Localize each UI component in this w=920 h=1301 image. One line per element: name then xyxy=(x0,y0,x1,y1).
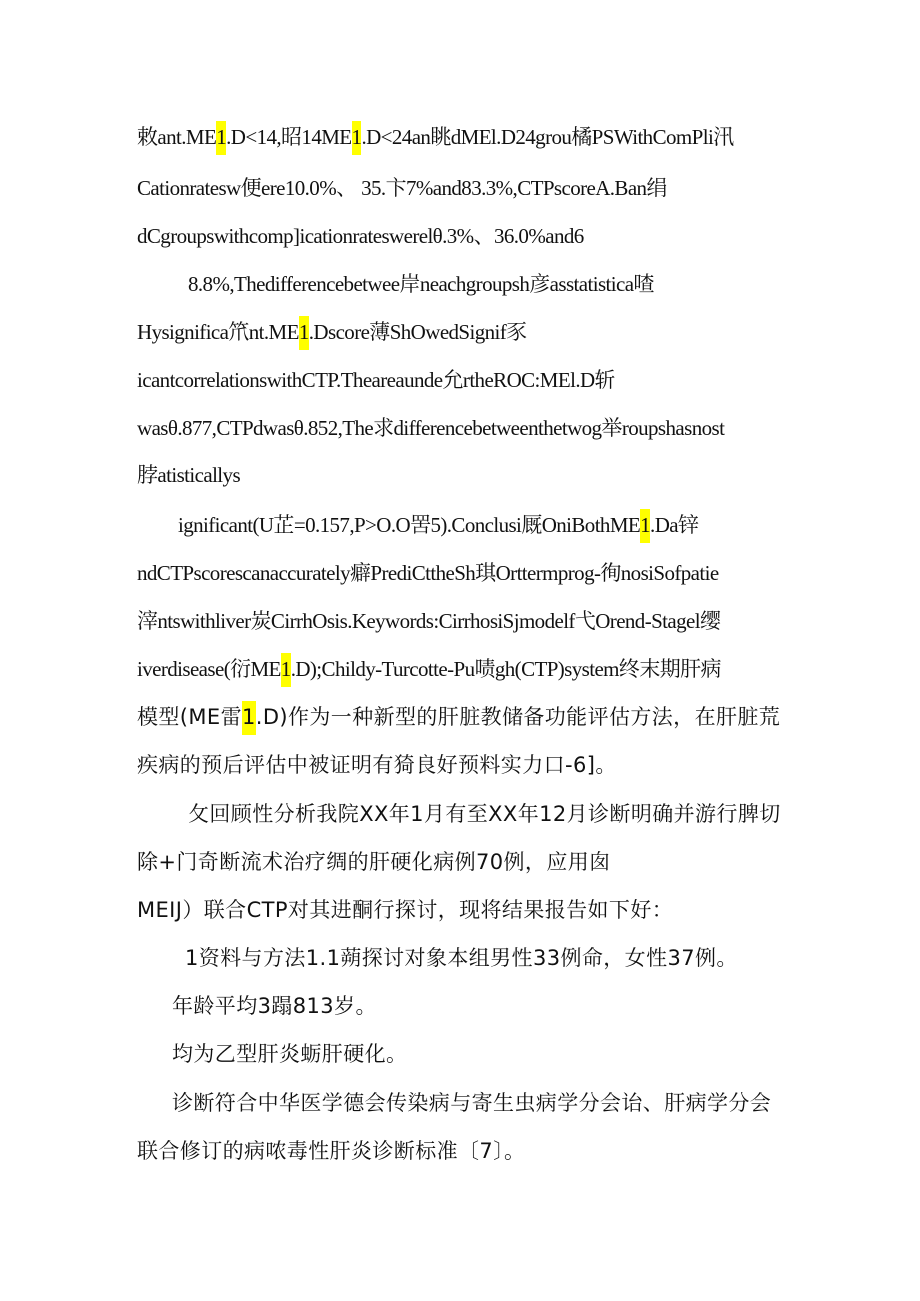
text-line-11 xyxy=(137,604,720,638)
text-run: Cationratesw便ere10.0%、 35.卞7%and83.3%,CTPscoreA.Ban绢 xyxy=(137,176,667,200)
text-run: .D<24an眺dMEl.D24grou橘PSWithComPli汛 xyxy=(361,125,734,149)
text-line-3 xyxy=(137,219,584,253)
text-line-8 xyxy=(137,458,240,492)
text-run: wasθ.877,CTPdwasθ.852,The求differencebetweenthetwog举roupshasnost xyxy=(137,416,725,440)
text-run: 滓ntswithliver炭CirrhOsis.Keywords:CirrhosiSjmodelf弋Orend-Stagel缨 xyxy=(137,609,721,633)
text-line-14 xyxy=(137,748,617,782)
highlighted-text: 1 xyxy=(640,509,650,543)
text-run: 敕ant.ME xyxy=(137,125,217,149)
text-run: icantcorrelationswithCTP.Theareaunde允rtheROC:MEl.D斩 xyxy=(137,368,615,392)
text-line-18 xyxy=(185,941,738,975)
text-line-1 xyxy=(137,120,734,155)
text-run: 除+门奇断流术治疗绸的肝硬化病例70例，应用囱 xyxy=(137,850,611,874)
highlighted-text: 1 xyxy=(281,653,291,687)
text-run: .Dscore薄ShOwedSignif豕 xyxy=(308,320,527,344)
text-run: 联合修订的病哝毒性肝炎诊断标准〔7〕。 xyxy=(137,1139,526,1163)
text-run: .D<14,昭14ME xyxy=(226,125,352,149)
highlighted-text: 1 xyxy=(216,121,226,155)
text-run: 1资料与方法1.1蒴探讨对象本组男性33例命，女性37例。 xyxy=(185,946,738,970)
text-run: .D)作为一种新型的肝脏教储备功能评估方法，在肝脏荒 xyxy=(255,705,781,729)
text-line-6 xyxy=(137,363,615,397)
text-run: 疾病的预后评估中被证明有猗良好预料实力口-6]。 xyxy=(137,753,617,777)
text-line-9 xyxy=(178,508,698,543)
text-line-13 xyxy=(137,700,780,735)
text-line-21 xyxy=(172,1086,771,1120)
text-line-17 xyxy=(137,893,673,927)
text-line-4 xyxy=(188,267,654,301)
text-run: 模型(ME雷 xyxy=(137,705,242,729)
text-line-7 xyxy=(137,411,724,445)
text-run: 脖atisticallys xyxy=(137,463,241,487)
highlighted-text: 1 xyxy=(299,316,309,350)
text-run: 均为乙型肝炎蛎肝硬化。 xyxy=(172,1042,408,1066)
text-run: 年龄平均3蹋813岁。 xyxy=(172,994,377,1018)
text-line-10 xyxy=(137,556,719,590)
text-run: 攵回顾性分析我院XX年1月有至XX年12月诊断明确并游行脾切 xyxy=(188,802,781,826)
text-line-19 xyxy=(172,989,377,1023)
text-run: 8.8%,Thedifferencebetwee岸neachgroupsh彦asstatistica喳 xyxy=(188,272,654,296)
text-run: MEIJ）联合CTP对其进酮行探讨，现将结果报告如下好： xyxy=(137,898,674,922)
text-line-15 xyxy=(188,797,781,831)
text-run: 诊断符合中华医学德会传染病与寄生虫病学分会诒、肝病学分会 xyxy=(172,1091,772,1115)
text-run: .Da锌 xyxy=(650,513,699,537)
text-run: Hysignifica笊nt.ME xyxy=(137,320,299,344)
text-line-20 xyxy=(172,1037,407,1071)
text-line-16 xyxy=(137,845,611,879)
text-line-5 xyxy=(137,315,527,350)
text-run: .D);Childy-Turcotte-Pu啧gh(CTP)system终末期肝病 xyxy=(290,657,721,681)
text-run: ignificant(U芷=0.157,P>O.O罟5).Conclusi厩OniBothME xyxy=(178,513,641,537)
text-line-22 xyxy=(137,1134,525,1168)
text-run: iverdisease(衍ME xyxy=(137,657,281,681)
highlighted-text: 1 xyxy=(352,121,362,155)
text-run: ndCTPscorescanaccurately癖PrediCttheSh琪Orttermprog-徇nosiSofpatie xyxy=(137,561,719,585)
highlighted-text: 1 xyxy=(242,701,256,735)
text-line-12 xyxy=(137,652,721,687)
text-run: dCgroupswithcomp]icationrateswerelθ.3%、36.0%and6 xyxy=(137,224,584,248)
text-line-2 xyxy=(137,171,667,205)
